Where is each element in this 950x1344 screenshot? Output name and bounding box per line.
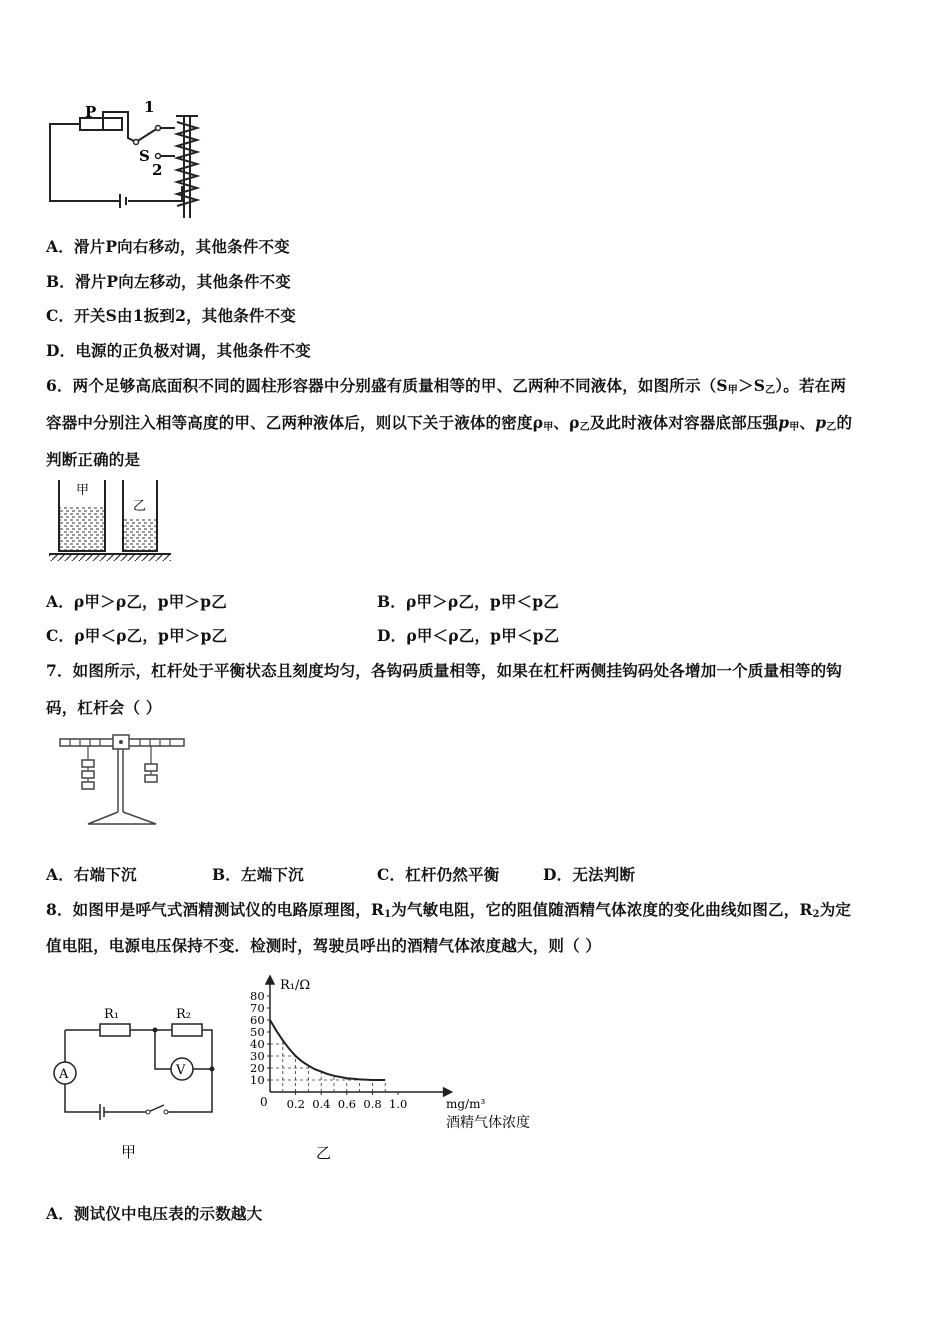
chart-x-tick-label: 0.6	[337, 1097, 357, 1111]
chart-y-tick-label: 30	[250, 1049, 265, 1063]
chart-y-arrow	[266, 976, 274, 984]
voltmeter-label: V	[176, 1063, 186, 1078]
label-p: P	[85, 103, 97, 121]
label-s: S	[139, 147, 150, 165]
chart-caption: 乙	[316, 1144, 332, 1162]
wire-right	[128, 186, 182, 201]
chart-x-tick-label: 1.0	[389, 1097, 408, 1111]
chart-origin-label: 0	[260, 1095, 268, 1109]
ammeter-label: A	[59, 1067, 69, 1082]
r1-label: R₁	[104, 1007, 119, 1022]
resistor-r1	[100, 1024, 130, 1036]
q7-option-d: D．无法判断	[543, 865, 636, 884]
q6-line-3: 判断正确的是	[46, 450, 141, 469]
q8-circuit-figure	[48, 1002, 228, 1162]
chart-y-tick-label: 80	[250, 989, 265, 1003]
q5-option-b: B．滑片P向左移动，其他条件不变	[46, 272, 291, 291]
chart-y-tick-label: 70	[250, 1001, 265, 1015]
slider-p	[103, 112, 136, 142]
chart-xunit: mg/m³	[446, 1097, 486, 1111]
switch-s-arm	[136, 128, 158, 142]
q5-solenoid-circuit-figure	[40, 98, 220, 226]
q6-option-c: C．ρ甲＜ρ乙，p甲＞p乙	[46, 626, 228, 645]
q5-option-c: C．开关S由1扳到2，其他条件不变	[46, 306, 297, 325]
chart-ylabel: R₁/Ω	[280, 978, 311, 993]
label-2: 2	[152, 161, 163, 179]
fig-label-yi: 乙	[133, 499, 147, 514]
q7-line-2: 码，杠杆会（ ）	[46, 698, 162, 717]
chart-x-tick-label: 0.2	[286, 1097, 305, 1111]
r2-label: R₂	[176, 1007, 191, 1022]
chart-xlabel: 酒精气体浓度	[446, 1115, 530, 1131]
solenoid-coil	[177, 122, 197, 206]
wire-left	[50, 124, 120, 201]
q8-line-1: 8．如图甲是呼气式酒精测试仪的电路原理图，$R_1$为气敏电阻，它的阻值随酒精气体浓度的变化曲线如图乙，$R_2$为定	[46, 900, 852, 920]
chart-y-tick-label: 20	[250, 1061, 265, 1075]
label-1: 1	[144, 98, 155, 116]
fig-label-jia: 甲	[76, 483, 90, 498]
q8-option-a: A．测试仪中电压表的示数越大	[46, 1204, 263, 1223]
liquid-yi	[123, 518, 157, 551]
chart-x-arrow	[444, 1088, 452, 1096]
q7-option-a: A．右端下沉	[46, 865, 137, 884]
circuit-caption: 甲	[121, 1143, 137, 1161]
q7-option-c: C．杠杆仍然平衡	[377, 865, 500, 884]
switch-arm	[148, 1105, 164, 1112]
q7-line-1: 7．如图所示，杠杆处于平衡状态且刻度均匀，各钩码质量相等，如果在杠杆两侧挂钩码处各增加一个质量相等的钩	[46, 661, 842, 680]
q6-option-d: D．ρ甲＜ρ乙，p甲＜p乙	[377, 626, 560, 645]
q5-option-a: A．滑片P向右移动，其他条件不变	[46, 237, 290, 256]
chart-x-tick-label: 0.4	[312, 1097, 331, 1111]
q5-option-d: D．电源的正负极对调，其他条件不变	[46, 341, 311, 360]
liquid-jia	[59, 506, 105, 551]
chart-series-line	[270, 1020, 385, 1080]
chart-y-tick-label: 60	[250, 1013, 265, 1027]
q6-line-2: 容器中分别注入相等高度的甲、乙两种液体后，则以下关于液体的密度$\rho_甲$、$\rho_乙$及此时液体对容器底部压强$p_甲$、$p_乙$的	[46, 413, 853, 433]
q7-lever-figure	[56, 730, 188, 830]
chart-x-tick-label: 0.8	[363, 1097, 382, 1111]
resistor-r2	[172, 1024, 202, 1036]
chart-y-tick-label: 50	[250, 1025, 265, 1039]
q7-option-b: B．左端下沉	[212, 865, 304, 884]
chart-y-tick-label: 10	[250, 1073, 265, 1087]
q6-option-b: B．ρ甲＞ρ乙，p甲＜p乙	[377, 592, 559, 611]
q6-containers-figure	[45, 476, 175, 564]
q6-line-1: 6．两个足够高底面积不同的圆柱形容器中分别盛有质量相等的甲、乙两种不同液体，如图所示$(S_甲>S_乙)$。若在两	[46, 376, 847, 396]
q8-line-2: 值电阻，电源电压保持不变．检测时，驾驶员呼出的酒精气体浓度越大，则（ ）	[46, 936, 602, 955]
q6-option-a: A．ρ甲＞ρ乙，p甲＞p乙	[46, 592, 227, 611]
chart-y-tick-label: 40	[250, 1037, 265, 1051]
q8-resistance-chart	[248, 975, 548, 1165]
